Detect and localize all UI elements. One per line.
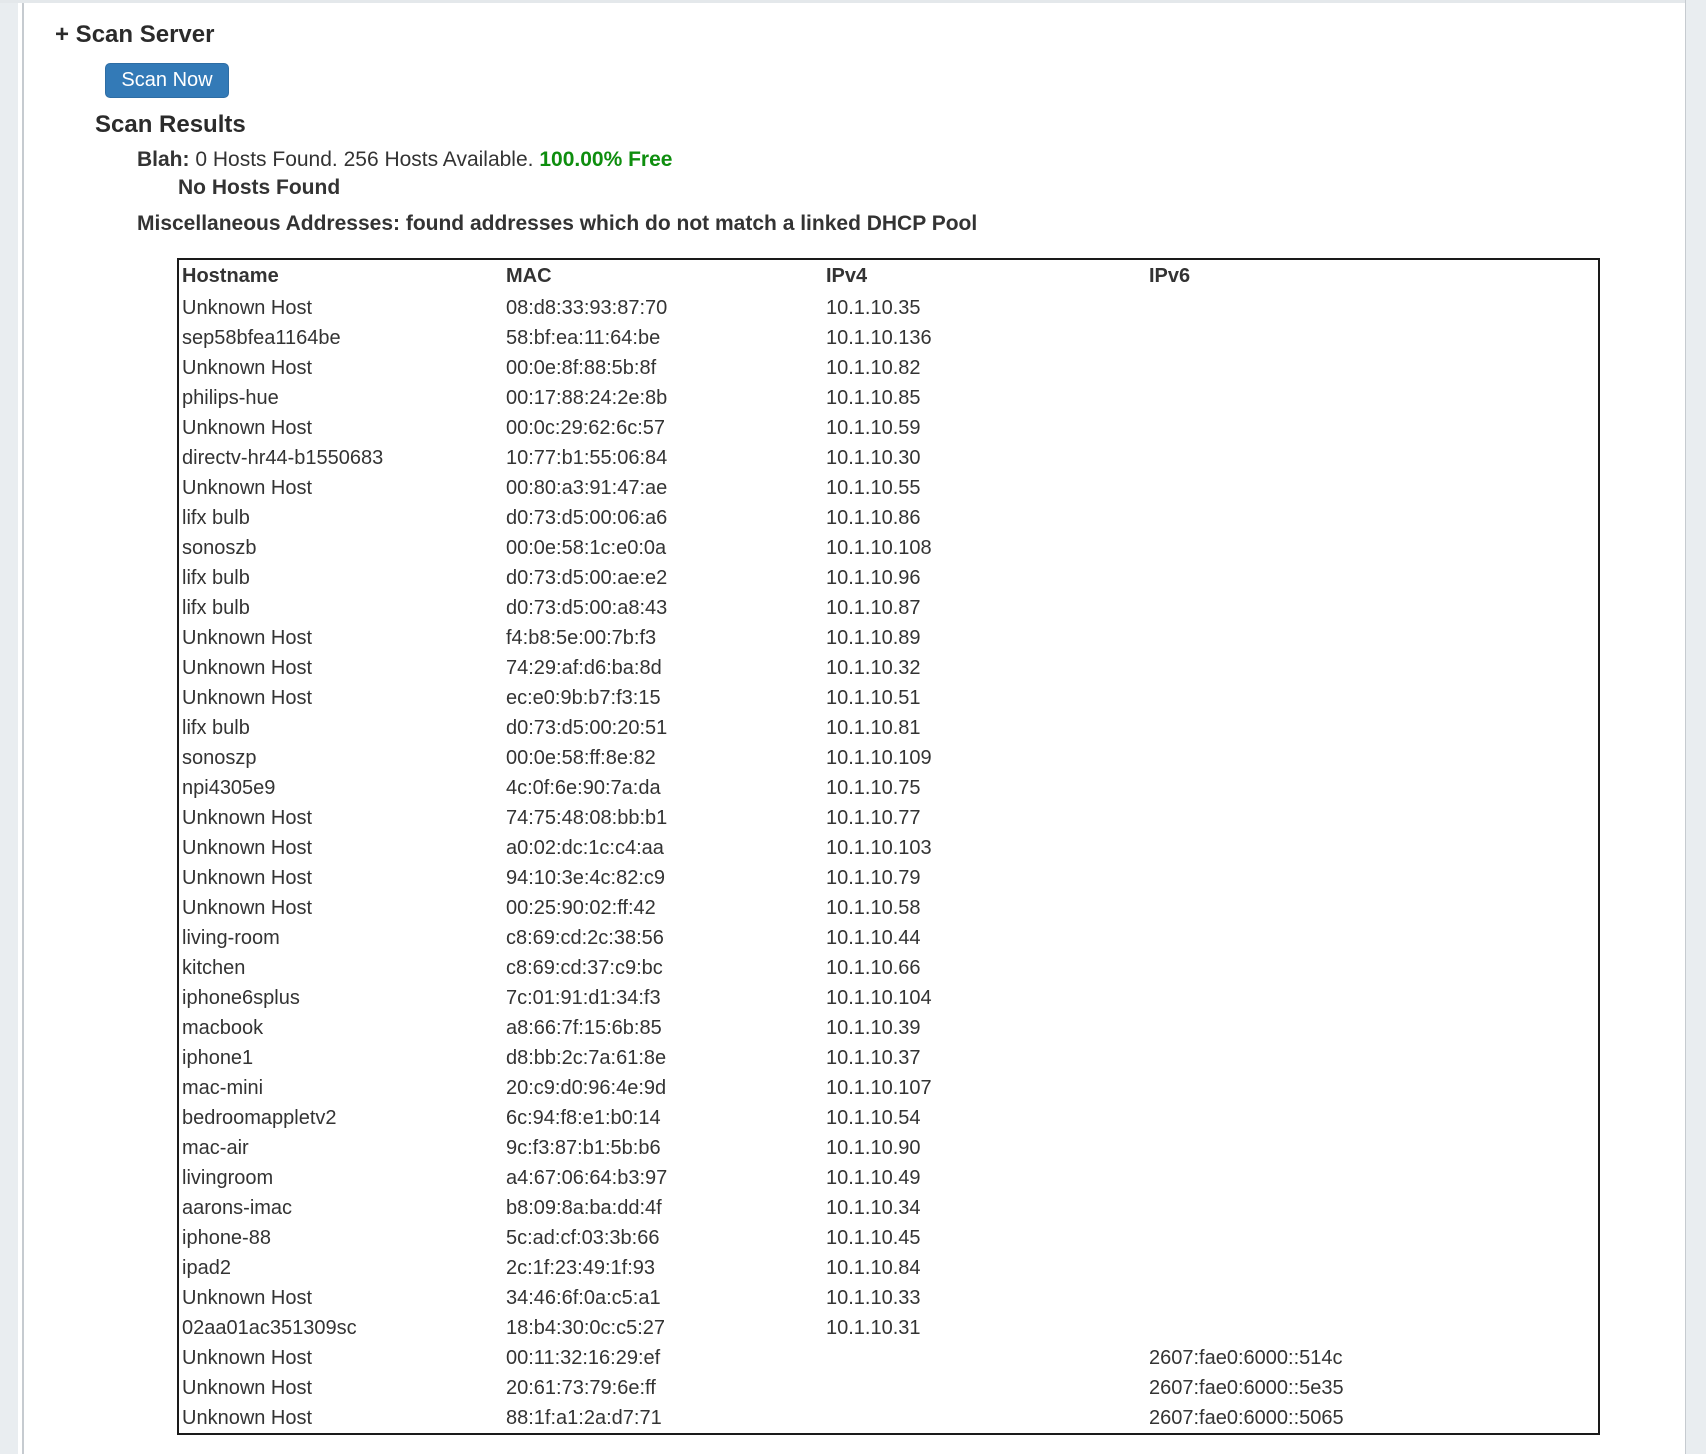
pool-free-percent: 100.00% Free — [539, 148, 673, 171]
mac-cell: c8:69:cd:2c:38:56 — [506, 926, 664, 949]
ipv4-cell — [823, 1403, 1146, 1434]
ipv6-cell — [1146, 683, 1599, 713]
hostname-cell: lifx bulb — [182, 506, 250, 529]
table-row — [178, 1133, 1599, 1163]
hostname-cell: Unknown Host — [182, 836, 313, 859]
mac-cell: 2c:1f:23:49:1f:93 — [506, 1256, 656, 1279]
hostname-cell: lifx bulb — [182, 716, 250, 739]
table-row — [178, 443, 1599, 473]
ipv4-cell: 10.1.10.45 — [826, 1226, 921, 1249]
ipv6-cell: 2607:fae0:6000::5e35 — [1149, 1376, 1344, 1399]
ipv6-cell — [1146, 1103, 1599, 1133]
hostname-cell: Unknown Host — [182, 656, 313, 679]
mac-cell: 00:11:32:16:29:ef — [506, 1346, 661, 1369]
ipv4-cell: 10.1.10.30 — [826, 446, 921, 469]
ipv6-cell — [1146, 323, 1599, 353]
scan-server-panel — [24, 3, 1682, 1435]
ipv4-cell: 10.1.10.34 — [826, 1196, 921, 1219]
mac-cell: a8:66:7f:15:6b:85 — [506, 1016, 662, 1039]
table-row — [178, 1373, 1599, 1403]
mac-cell: 74:75:48:08:bb:b1 — [506, 806, 668, 829]
hostname-cell: Unknown Host — [182, 476, 313, 499]
miscellaneous-addresses-heading: Miscellaneous Addresses: found addresses which do not match a linked DHCP Pool — [137, 212, 978, 235]
mac-cell: 5c:ad:cf:03:3b:66 — [506, 1226, 660, 1249]
pool-summary-text: 0 Hosts Found. 256 Hosts Available. — [195, 148, 534, 171]
mac-cell: d8:bb:2c:7a:61:8e — [506, 1046, 667, 1069]
mac-cell: 00:0e:8f:88:5b:8f — [506, 356, 657, 379]
ipv6-cell — [1146, 383, 1599, 413]
ipv6-cell — [1146, 713, 1599, 743]
ipv4-cell — [823, 1373, 1146, 1403]
ipv6-cell — [1146, 473, 1599, 503]
table-row — [178, 1223, 1599, 1253]
ipv4-cell: 10.1.10.32 — [826, 656, 921, 679]
ipv6-cell — [1146, 803, 1599, 833]
ipv6-cell: 2607:fae0:6000::5065 — [1149, 1406, 1344, 1429]
ipv6-cell — [1146, 1193, 1599, 1223]
mac-cell: 6c:94:f8:e1:b0:14 — [506, 1106, 661, 1129]
ipv6-cell — [1146, 953, 1599, 983]
ipv6-cell — [1146, 593, 1599, 623]
mac-cell: 18:b4:30:0c:c5:27 — [506, 1316, 666, 1339]
table-row — [178, 473, 1599, 503]
table-row — [178, 413, 1599, 443]
ipv4-cell: 10.1.10.49 — [826, 1166, 921, 1189]
hostname-cell: iphone-88 — [182, 1226, 271, 1249]
table-row — [178, 1253, 1599, 1283]
hostname-cell: sonoszb — [182, 536, 257, 559]
mac-cell: 9c:f3:87:b1:5b:b6 — [506, 1136, 661, 1159]
hostname-cell: kitchen — [182, 956, 246, 979]
mac-cell: d0:73:d5:00:a8:43 — [506, 596, 668, 619]
hostname-cell: Unknown Host — [182, 866, 313, 889]
table-row — [178, 803, 1599, 833]
ipv4-cell: 10.1.10.44 — [826, 926, 921, 949]
ipv4-cell: 10.1.10.87 — [826, 596, 921, 619]
mac-cell: a0:02:dc:1c:c4:aa — [506, 836, 664, 859]
hostname-cell: ipad2 — [182, 1256, 231, 1279]
mac-cell: 08:d8:33:93:87:70 — [506, 296, 668, 319]
table-row — [178, 1343, 1599, 1373]
miscellaneous-addresses-table — [177, 258, 1600, 1435]
hostname-cell: mac-air — [182, 1136, 249, 1159]
hostname-cell: Unknown Host — [182, 296, 313, 319]
hostname-cell: sonoszp — [182, 746, 257, 769]
mac-cell: 00:25:90:02:ff:42 — [506, 896, 656, 919]
ipv4-cell: 10.1.10.104 — [826, 986, 932, 1009]
ipv4-cell: 10.1.10.84 — [826, 1256, 921, 1279]
hostname-cell: Unknown Host — [182, 896, 313, 919]
ipv4-cell: 10.1.10.107 — [826, 1076, 932, 1099]
table-row — [178, 1283, 1599, 1313]
ipv4-cell: 10.1.10.90 — [826, 1136, 921, 1159]
table-row — [178, 863, 1599, 893]
ipv4-cell: 10.1.10.58 — [826, 896, 921, 919]
mac-cell: d0:73:d5:00:06:a6 — [506, 506, 668, 529]
hostname-cell: Unknown Host — [182, 356, 313, 379]
hostname-cell: Unknown Host — [182, 626, 313, 649]
ipv4-cell: 10.1.10.103 — [826, 836, 932, 859]
ipv6-cell — [1146, 293, 1599, 323]
hostname-cell: npi4305e9 — [182, 776, 276, 799]
ipv4-cell — [823, 1343, 1146, 1373]
mac-cell: a4:67:06:64:b3:97 — [506, 1166, 668, 1189]
hostname-cell: Unknown Host — [182, 1346, 313, 1369]
table-row — [178, 1163, 1599, 1193]
ipv6-cell — [1146, 1283, 1599, 1313]
table-row — [178, 1193, 1599, 1223]
ipv4-cell: 10.1.10.35 — [826, 296, 921, 319]
table-row — [178, 1043, 1599, 1073]
left-gutter — [0, 0, 18, 1454]
mac-cell: ec:e0:9b:b7:f3:15 — [506, 686, 661, 709]
hostname-cell: iphone1 — [182, 1046, 254, 1069]
no-hosts-found-label: No Hosts Found — [178, 176, 341, 199]
ipv4-cell: 10.1.10.51 — [826, 686, 921, 709]
scan-server-section-heading[interactable]: + Scan Server — [55, 21, 215, 48]
ipv6-cell — [1146, 863, 1599, 893]
ipv4-cell: 10.1.10.66 — [826, 956, 921, 979]
ipv6-cell — [1146, 1043, 1599, 1073]
mac-cell: 58:bf:ea:11:64:be — [506, 326, 661, 349]
ipv6-cell — [1146, 653, 1599, 683]
mac-cell: 34:46:6f:0a:c5:a1 — [506, 1286, 661, 1309]
ipv4-cell: 10.1.10.54 — [826, 1106, 921, 1129]
hostname-cell: living-room — [182, 926, 280, 949]
mac-cell: 94:10:3e:4c:82:c9 — [506, 866, 666, 889]
ipv4-cell: 10.1.10.86 — [826, 506, 921, 529]
hostname-cell: philips-hue — [182, 386, 279, 409]
ipv6-cell: 2607:fae0:6000::514c — [1149, 1346, 1343, 1369]
mac-cell: 20:c9:d0:96:4e:9d — [506, 1076, 667, 1099]
hostname-cell: bedroomappletv2 — [182, 1106, 337, 1129]
table-body — [178, 293, 1599, 1434]
table-row — [178, 383, 1599, 413]
hostname-cell: Unknown Host — [182, 806, 313, 829]
table-row — [178, 293, 1599, 323]
mac-cell: 4c:0f:6e:90:7a:da — [506, 776, 661, 799]
ipv6-cell — [1146, 533, 1599, 563]
table-row — [178, 503, 1599, 533]
table-row — [178, 353, 1599, 383]
scrollbar-track[interactable] — [1685, 0, 1706, 1454]
ipv6-cell — [1146, 623, 1599, 653]
hostname-cell: mac-mini — [182, 1076, 264, 1099]
ipv6-cell — [1146, 983, 1599, 1013]
hostname-cell: lifx bulb — [182, 596, 250, 619]
mac-cell: 7c:01:91:d1:34:f3 — [506, 986, 661, 1009]
hostname-cell: lifx bulb — [182, 566, 250, 589]
ipv4-cell: 10.1.10.109 — [826, 746, 932, 769]
hostname-cell: directv-hr44-b1550683 — [182, 446, 384, 469]
ipv4-cell: 10.1.10.37 — [826, 1046, 921, 1069]
ipv4-cell: 10.1.10.31 — [826, 1316, 921, 1339]
ipv6-cell — [1146, 563, 1599, 593]
table-row — [178, 923, 1599, 953]
table-header-row — [178, 259, 1599, 293]
table-row — [178, 893, 1599, 923]
hostname-cell: livingroom — [182, 1166, 274, 1189]
mac-cell: 74:29:af:d6:ba:8d — [506, 656, 662, 679]
ipv6-cell — [1146, 773, 1599, 803]
table-row — [178, 1073, 1599, 1103]
mac-cell: d0:73:d5:00:20:51 — [506, 716, 668, 739]
ipv4-cell: 10.1.10.55 — [826, 476, 921, 499]
table-row — [178, 533, 1599, 563]
pool-status-line — [137, 148, 1682, 171]
table-row — [178, 1013, 1599, 1043]
hostname-column-header: Hostname — [182, 265, 279, 287]
ipv6-cell — [1146, 923, 1599, 953]
ipv6-cell — [1146, 1073, 1599, 1103]
hostname-cell: Unknown Host — [182, 1406, 313, 1429]
ipv4-cell: 10.1.10.59 — [826, 416, 921, 439]
ipv4-cell: 10.1.10.108 — [826, 536, 932, 559]
table-row — [178, 743, 1599, 773]
table-row — [178, 683, 1599, 713]
ipv6-cell — [1146, 743, 1599, 773]
hostname-cell: Unknown Host — [182, 416, 313, 439]
table-row — [178, 1313, 1599, 1343]
table-row — [178, 1103, 1599, 1133]
table-row — [178, 713, 1599, 743]
hostname-cell: sep58bfea1164be — [182, 326, 341, 349]
ipv4-column-header: IPv4 — [826, 265, 868, 287]
ipv6-cell — [1146, 1313, 1599, 1343]
ipv6-cell — [1146, 413, 1599, 443]
mac-cell: 00:0e:58:ff:8e:82 — [506, 746, 656, 769]
ipv6-cell — [1146, 893, 1599, 923]
table-row — [178, 773, 1599, 803]
ipv6-cell — [1146, 1253, 1599, 1283]
table-row — [178, 653, 1599, 683]
pool-name-label: Blah: — [137, 148, 190, 171]
ipv4-cell: 10.1.10.33 — [826, 1286, 921, 1309]
mac-cell: d0:73:d5:00:ae:e2 — [506, 566, 668, 589]
mac-cell: 00:80:a3:91:47:ae — [506, 476, 668, 499]
mac-cell: 10:77:b1:55:06:84 — [506, 446, 668, 469]
mac-cell: 00:0c:29:62:6c:57 — [506, 416, 666, 439]
mac-cell: c8:69:cd:37:c9:bc — [506, 956, 663, 979]
table-row — [178, 563, 1599, 593]
mac-cell: 20:61:73:79:6e:ff — [506, 1376, 656, 1399]
ipv4-cell: 10.1.10.85 — [826, 386, 921, 409]
mac-cell: 88:1f:a1:2a:d7:71 — [506, 1406, 662, 1429]
ipv4-cell: 10.1.10.96 — [826, 566, 921, 589]
mac-cell: f4:b8:5e:00:7b:f3 — [506, 626, 657, 649]
table-row — [178, 983, 1599, 1013]
ipv4-cell: 10.1.10.81 — [826, 716, 921, 739]
ipv4-cell: 10.1.10.39 — [826, 1016, 921, 1039]
ipv4-cell: 10.1.10.89 — [826, 626, 921, 649]
ipv4-cell: 10.1.10.75 — [826, 776, 921, 799]
hostname-cell: iphone6splus — [182, 986, 300, 1009]
ipv6-cell — [1146, 503, 1599, 533]
hostname-cell: Unknown Host — [182, 1376, 313, 1399]
ipv6-cell — [1146, 1133, 1599, 1163]
table-row — [178, 623, 1599, 653]
ipv4-cell: 10.1.10.79 — [826, 866, 921, 889]
mac-column-header: MAC — [506, 265, 552, 287]
hostname-cell: Unknown Host — [182, 686, 313, 709]
ipv6-cell — [1146, 1223, 1599, 1253]
table-row — [178, 323, 1599, 353]
mac-cell: 00:0e:58:1c:e0:0a — [506, 536, 667, 559]
ipv6-cell — [1146, 1013, 1599, 1043]
ipv6-column-header: IPv6 — [1149, 265, 1191, 287]
hostname-cell: macbook — [182, 1016, 264, 1039]
hostname-cell: 02aa01ac351309sc — [182, 1316, 357, 1339]
table-row — [178, 953, 1599, 983]
ipv4-cell: 10.1.10.82 — [826, 356, 921, 379]
ipv6-cell — [1146, 443, 1599, 473]
ipv6-cell — [1146, 833, 1599, 863]
mac-cell: 00:17:88:24:2e:8b — [506, 386, 668, 409]
ipv4-cell: 10.1.10.136 — [826, 326, 932, 349]
hostname-cell: Unknown Host — [182, 1286, 313, 1309]
scan-now-button[interactable]: Scan Now — [105, 63, 229, 98]
scan-results-heading: Scan Results — [95, 111, 246, 138]
table-row — [178, 833, 1599, 863]
mac-cell: b8:09:8a:ba:dd:4f — [506, 1196, 662, 1219]
ipv6-cell — [1146, 353, 1599, 383]
ipv4-cell: 10.1.10.77 — [826, 806, 921, 829]
ipv6-cell — [1146, 1163, 1599, 1193]
hostname-cell: aarons-imac — [182, 1196, 293, 1219]
table-row — [178, 1403, 1599, 1434]
table-row — [178, 593, 1599, 623]
